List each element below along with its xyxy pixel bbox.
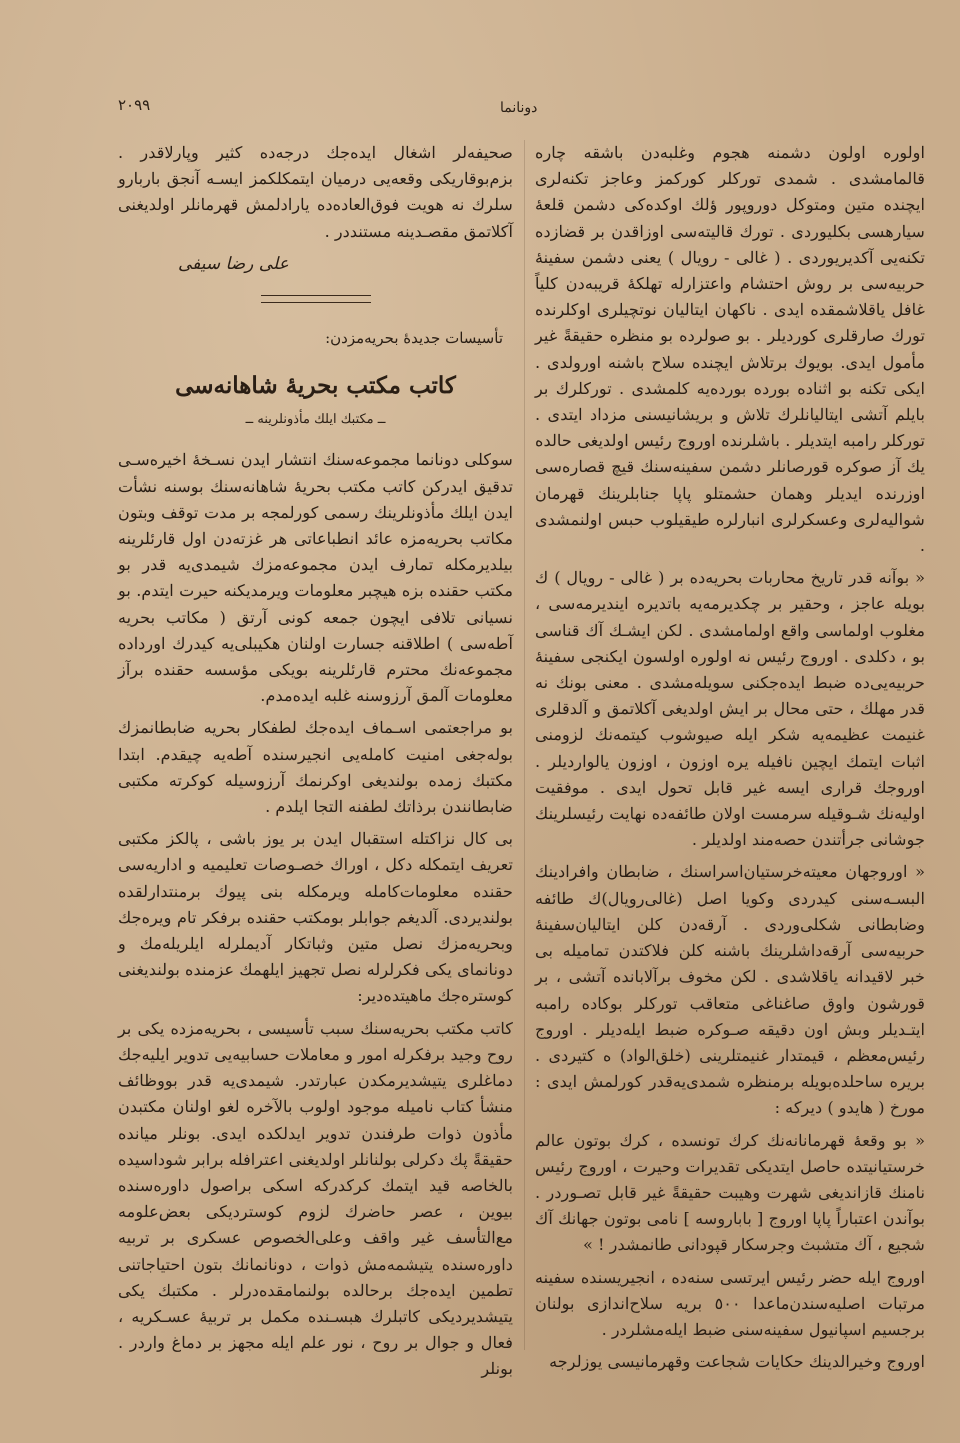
right-column: [535, 140, 925, 1381]
paragraph: « بوآنه قدر تاریخ محاربات بحریه‌ده بر ( غالی - رویال ) ك بویله عاجز ، وحقیر بر چكدیرمه‌یه باتدیره ایندیرمه‌سی ، مغلوب اولماسی واقع اولمامشدی . لكن ایشـك آك قناسی بو ، دكلدی . اوروج رئیس نه اولوره اولسون ایكنجی سفینهٔ حربیه‌یی‌ده ضبط ایده‌جكنی سویله‌مشدی . معنی بونك نه قدر مهلك ، حتی محال بر ایش اولدیغی آكلاتمق و آلدقلری غنیمت عظیمه‌یه شكر ایله صیوشوب كیتمه‌نك لزومنی اثبات ایتمك ایچین نافیله یره اوزون ، اوزون یالواردیلر . اوروجك قراری ایسه غیر قابل تحول ایدی . موفقیت اولیه‌نك شـوقیله سرمست اولان طائفه‌ده نهایت رئیسلرینك جوشانی جرأتندن حصه‌مند اولدیلر .: [535, 568, 925, 850]
paragraph: اوروج وخیرالدینك حكایات شجاعت وقهرمانیسی یوزلرجه: [549, 1352, 925, 1372]
paragraph: « بو وقعهٔ قهرمانانه‌نك كرك تونسده ، كرك بوتون عالم خرستیانیتده حاصل ایتدیكی تقدیرات وحیرت ، اوروج رئیس نامنك قازاندیغی شهرت وهیبت حقیقةً غیر قابل تصـوردر . بوآندن اعتباراً پاپا اوروج [ بابا‌روسه ] نامی بوتون جهانك آك شجیع ، آك متشبث وجرسكار قپودانی طانمشدر ! »: [535, 1130, 925, 1255]
paragraph: اولوره اولون دشمنه هجوم وغلبه‌دن باشقه چاره قالمامشدی . شمدی توركلر كوركمز وعاجز تكنه‌لری ایچنده متین ومتوكل دوروپور ؤلك اوكده‌كی دشمن قلعهٔ سیارهسی بكلیوردی . تورك قالیته‌سی اوزاقدن بر قضازده تكنه‌یی آكدیریوردی . ( غالی - رویال ) یعنی دشمن سفینهٔ حربیه‌سی بر روش احتشام واعتزارله تهلكهٔ قریبه‌دن كلیاً غافل یاقلاشمقده ایدی . ناكهان ایتالیان نوتچیلری اوكلرنده تورك صارقلری كوردیلر . بو صولرده بو منظره حقیقةً غیر مأمول ایدی. بویوك برتلاش ایچنده سلاح باشنه اورولدی . ایكی تكنه بو اثناده بورده بورده‌یه كلمشدی . توركلرك بر بایلم آتشی ایتالیانلرك تلاش و بریشانیسنی مزداد ایتدی . توركلر رامبه ایتدیلر . باشلرنده اوروج رئیس اولدیغی حالده یك آز صوكره قورصانلر دشمن سفینه‌سنك قیچ قصاره‌سی اوزرنده ایدیلر وهمان حشمتلو پاپا جنابلرینك قهرمان شوالیه‌لری وعسكرلری انبارلره طیقیلوب حبس اولنمشدی .: [535, 143, 925, 556]
section-separator: [261, 295, 371, 303]
running-title: دونانما: [500, 100, 538, 116]
paragraph: « اوروجهان معیته‌خرستیان‌اسراسنك ، ضابطان وافرادینك البسـه‌سنی كیدردی وكویا اصل (غالی‌رویال)ك طائفه وضابطانی شكلی‌وردی . آرقه‌دن كلن ایتالیان‌سفینهٔ حربیه‌سی آرقه‌داشلرینك باشنه كلن فلاكتدن تماميله بی خبر لاقیدانه یاقلاشدی . لكن مخوف برآلابانده آتشی ، بر قورشون واوق صاغناغی متعاقب توركلر بوكاده رامبه ایتـدیلر وبش اون دقیقه صـوكره ضبط ایله‌دیلر . اوروج رئیس‌معظم ، قیمتدار غنیمتلرینی (خلق‌الواد) ه كتیردی . بریره ساحلده‌بویله برمنظره شمدی‌یه‌قدر كورلمش ایدی : مورخ ( هایدو ) دیركه :: [535, 862, 925, 1118]
article-subtitle: ــ مكتبك ایلك مأذونلرینه ــ: [245, 412, 386, 428]
author-signature: علی رضا سیفی: [178, 253, 289, 274]
left-column: [118, 140, 513, 1389]
paragraph: بی كال نزاكتله استقبال ایدن بر یوز باشی ، پالكز مكتبی تعریف ایتمكله دكل ، اوراك خصـوصات تعلیمیه و اداریه‌سی حقنده معلومات‌كامله ویرمكله بنی پیوك برمنتدارلقده بولندیردی. آلدیغم جوابلر بومكتب حقنده برفكر تام ویره‌جك وبحریه‌مزك نصل متین وثباتكار آدیملرله ایلریله‌مك و دونانمای یكی فكرلرله نصل تجهیز ایلهمك عزمنده بولندیغنی كوستره‌جك ماهیتده‌دیر:: [118, 829, 513, 1006]
paragraph: كاتب مكتب بحریه‌سنك سبب تأسیسی ، بحریه‌مزده یكی بر روح وجید برفكرله امور و معاملات حسابیه‌یی تدویر ایلیه‌جك دماغلری یتیشدیرمكدن عبارتدر. شیمدی‌یه قدر بووظائف منشأ كتاب نامیله موجود اولوب بالآخره لغو اولنان مكتبدن مأذون ذوات طرفندن تدویر ایدلكده ایدی. بونلر میانده حقیقةً پك دكرلی بولنانلر اولدیغنی اعترافله برابر شوداسیده بالخاصه قید ایتمك كركدركه اسكی براصول داوره‌سنده بیوین ، عصر حاضرك لزوم كوستردیكی بعض‌علومه مع‌التأسف غیر واقف وعلی‌الخصوص عسكری بر تربیه داوره‌سنده یتیشمه‌مش ذوات ، دونانمانك بتون احتیاجاتنی تطمین ایده‌جك برحالده بولنمامقده‌درلر . مكتبك یكی یتیشدیردیكی كاتبلرك هبسـنده مكمل بر تربیهٔ عسـكریه ، فعال و جوال بر روح ، نور علم ایله مجهز بر دماغ واردر . بونلر: [118, 1018, 513, 1379]
source-note: تأسیسات جدیدهٔ بحریه‌مزدن:: [325, 329, 503, 348]
column-divider: [524, 140, 525, 1350]
paragraph: اوروج ایله حضر رئیس ایرتسی سنه‌ده ، انجیریسنده سفینه مرتبات اصلیه‌سندن‌ماعدا ٥٠٠ بریه سلاح‌اندازی بولنان برجسیم اسپانیول سفینه‌سنی ضبط ایله‌مشلردر .: [535, 1267, 925, 1339]
article-title: كاتب مكتب بحریهٔ شاهانه‌سی: [175, 372, 456, 400]
page-header: [0, 96, 960, 126]
paragraph: بو مراجعتمی اسـماف ایده‌جك لطفكار بحریه ضابطانمزك بوله‌جغی امنیت كامله‌یی انجیرسنده آطه‌یه چیقدم. ابتدا مكتبك زمده بولندیغی اوكرنمك آرزوسیله كوكرته مكتبی ضابطانندن برذاتك لطفنه التجا ایلدم .: [118, 718, 513, 817]
intro-paragraph: صحیفه‌لر اشغال ایده‌جك درجه‌ده كثیر وپارلاقدر . بزم‌بوقاریكی وقعه‌یی درمیان ایتمكلكمز ایسـه آنجق باربارو سلرك نه هویت فوق‌العاده‌ده یارادلمش قهرمانلر اولدیغنی آكلاتمق مقصـدینه مستنددر .: [118, 143, 513, 241]
paragraph: سوكلی دونانما مجموعه‌سنك انتشار ایدن نسـخهٔ اخیره‌سـی تدقیق ایدركن كاتب مكتب بحریهٔ شاهانه‌سنك بوسنه نشأت ایدن ایلك مأذونلرینك رسمی كورلمجه بر مدت توقف وبتون مكاتب بحریه‌مزه عائد انطباعاتی هر غزته‌دن اول قارئلرینه بیلدیرمكله تمارف ایدن مجموعه‌مزك شیمدی‌یه قدر بو مكتب حقنده بزه هیچبر معلومات ویرمدیكنه حیرت ایتدم. بو نسیانی تلافی ایچون جمعه كونی آرتق ( مكاتب بحریه آطه‌سی ) اطلاقنه جسارت اولنان هكیبلی‌یه كیدرك اورداده مجموعه‌نك محترم قارئلرینه بویكی مؤسسه حقنده برآز معلومات آلمق آرزوسنه غلبه ایده‌مدم.: [118, 450, 513, 706]
page-number: ۲۰۹۹: [118, 96, 151, 114]
